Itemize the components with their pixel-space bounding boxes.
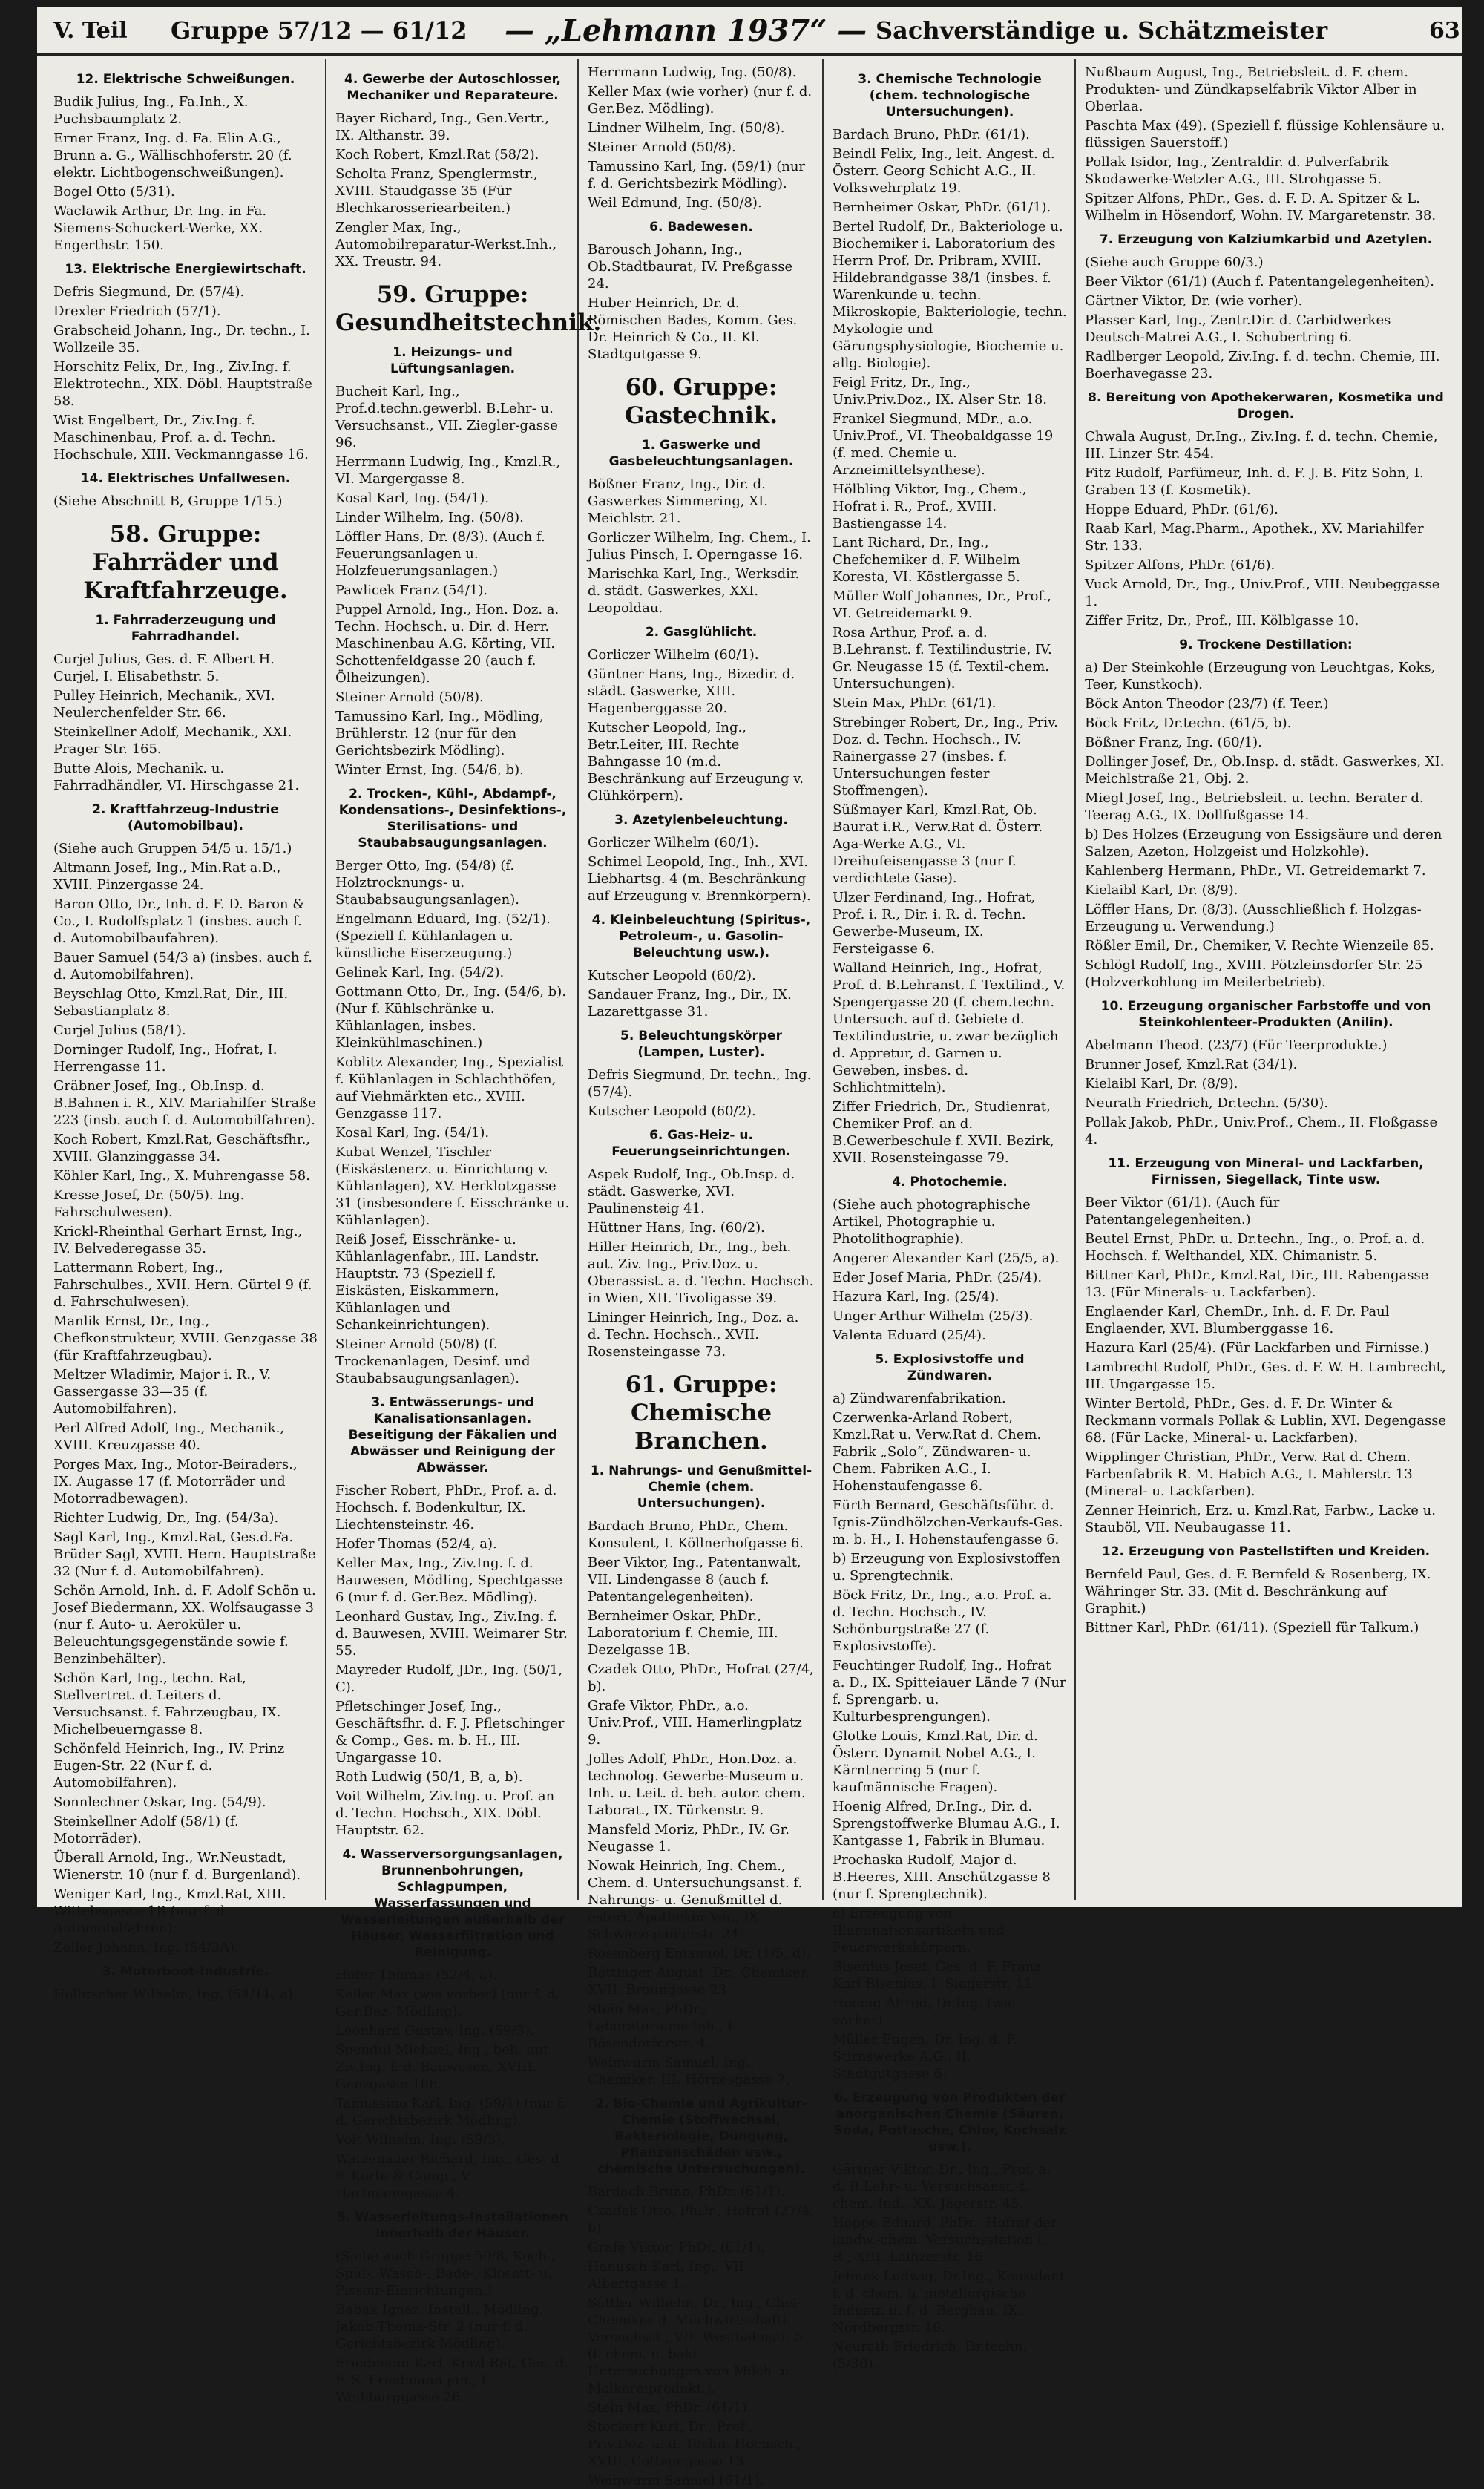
directory-entry: Neurath Friedrich, Dr.techn. (5/30).	[833, 2339, 1028, 2372]
directory-entry: Paschta Max (49). (Speziell f. flüssige Kohlensäure u. flüssigen Sauerstoff.)	[1085, 118, 1445, 151]
directory-entry: Fürth Bernard, Geschäftsführ. d. Ignis-Zündhölzchen-Verkaufs-Ges. m. b. H., I. Hohenstaufengasse 6.	[833, 1498, 1063, 1547]
directory-entry: Roth Ludwig (50/1, B, a, b).	[335, 1769, 523, 1785]
directory-entry: Zengler Max, Ing., Automobilreparatur-Werkst.Inh., XX. Treustr. 94.	[335, 220, 557, 269]
directory-entry: Aspek Rudolf, Ing., Ob.Insp. d. städt. Gaswerke, XVI. Paulinensteig 41.	[588, 1167, 795, 1216]
directory-entry: Beutel Ernst, PhDr. u. Dr.techn., Ing., o. Prof. a. d. Hochsch. f. Welthandel, XIX. Chimanistr. 5.	[1085, 1231, 1425, 1264]
directory-entry: Gärtner Viktor, Dr. (wie vorher).	[1085, 293, 1303, 309]
page-number: 63	[1429, 17, 1460, 44]
directory-entry: Feigl Fritz, Dr., Ing., Univ.Priv.Doz., IX. Alser Str. 18.	[833, 375, 1048, 407]
directory-entry: Raab Karl, Mag.Pharm., Apothek., XV. Mariahilfer Str. 133.	[1085, 521, 1424, 554]
directory-entry: Horschitz Felix, Dr., Ing., Ziv.Ing. f. Elektrotechn., XIX. Döbl. Hauptstraße 58.	[53, 359, 312, 409]
directory-entry: Watzenauer Richard, Ing., Ges. d. F. Korte & Comp., V. Hartmanngasse 4.	[335, 2151, 564, 2201]
directory-entry: Dollinger Josef, Dr., Ob.Insp. d. städt. Gaswerkes, XI. Meichlstraße 21, Obj. 2.	[1085, 754, 1445, 787]
directory-entry: Friedmann Karl, Kmzl.Rat, Ges. d. F. S. Friedmann jun., I. Weihburggasse 26.	[335, 2355, 568, 2405]
directory-entry: Bittner Karl, PhDr. (61/11). (Speziell für Talkum.)	[1085, 1620, 1419, 1636]
directory-entry: Gelinek Karl, Ing. (54/2).	[335, 965, 505, 980]
directory-entry: Koblitz Alexander, Ing., Spezialist f. Kühlanlagen in Schlachthöfen, auf Viehmärkten etc., XVIII. Genzgasse 117.	[335, 1055, 564, 1121]
directory-entry: Kahlenberg Hermann, PhDr., VI. Getreidemarkt 7.	[1085, 863, 1426, 879]
directory-entry: Weinwurm Samuel (61/1).	[588, 2473, 764, 2488]
directory-entry: Curjel Julius (58/1).	[53, 1023, 186, 1038]
directory-entry: Beindl Felix, Ing., leit. Angest. d. Österr. Georg Schicht A.G., II. Volkswehrplatz 19.	[833, 146, 1055, 196]
directory-entry: Bisenius Josef, Ges. d. F. Franz Karl Bisenius, I. Singerstr. 11.	[833, 1959, 1041, 1992]
directory-entry: Nowak Heinrich, Ing. Chem., Chem. d. Untersuchungsanst. f. Nahrungs- u. Genußmittel d. österr. Apotheker-Ver., IX. Schwarzspanierstr. 24.	[588, 1858, 803, 1942]
directory-entry: Hoenig Alfred, Dr.Ing., Dir. d. Sprengstoffwerke Blumau A.G., I. Kantgasse 1, Fabrik in Blumau.	[833, 1799, 1060, 1849]
section-heading: 6. Gas-Heiz- u. Feuerungseinrichtungen.	[611, 1128, 791, 1159]
directory-entry: Stockert Kurt, Dr., Prof., Priv.Doz. a. d. Techn. Hochsch., XVIII. Cottagegasse 13.	[588, 2419, 802, 2469]
directory-entry: Reiß Josef, Eisschränke- u. Kühlanlagenfabr., III. Landstr. Hauptstr. 73 (Speziell f. Eiskästen, Eiskammern, Kühlanlagen und Schankeinrichtungen).	[335, 1232, 539, 1333]
section-heading: 2. Trocken-, Kühl-, Abdampf-, Kondensations-, Desinfektions-, Sterilisations- und Staubabsaugungsanlagen.	[338, 787, 567, 850]
section-heading: 5. Wasserleitungs-Installationen innerhalb der Häuser.	[337, 2210, 568, 2241]
directory-entry: Bardach Bruno, PhDr., Chem. Konsulent, I. Köllnerhofgasse 6.	[588, 1518, 804, 1551]
directory-entry: Lambrecht Rudolf, PhDr., Ges. d. F. W. H. Lambrecht, III. Ungargasse 15.	[1085, 1360, 1446, 1392]
directory-entry: Chwala August, Dr.Ing., Ziv.Ing. f. d. techn. Chemie, III. Linzer Str. 454.	[1085, 429, 1438, 462]
directory-entry: Radlberger Leopold, Ziv.Ing. f. d. techn. Chemie, III. Boerhavegasse 23.	[1085, 349, 1440, 381]
directory-entry: Kutscher Leopold (60/2).	[588, 968, 756, 983]
directory-entry: Löffler Hans, Dr. (8/3). (Ausschließlich f. Holzgas-Erzeugung u. Verwendung.)	[1085, 902, 1422, 934]
directory-entry: Brunner Josef, Kmzl.Rat (34/1).	[1085, 1057, 1298, 1072]
page-header	[37, 7, 1462, 56]
column-4	[824, 59, 1076, 2372]
section-heading: 12. Erzeugung von Pastellstiften und Kreiden.	[1101, 1544, 1431, 1559]
directory-entry: Lant Richard, Dr., Ing., Chefchemiker d. F. Wilhelm Koresta, VI. Köstlergasse 5.	[833, 535, 1020, 585]
directory-entry: Czadek Otto, PhDr., Hofrat (27/4, b).	[588, 1662, 814, 1694]
directory-entry: Bößner Franz, Ing., Dir. d. Gaswerkes Simmering, XI. Meichlstr. 21.	[588, 476, 768, 526]
directory-entry: Bogel Otto (5/31).	[53, 184, 175, 200]
directory-entry: Zoller Johann, Ing. (54/3A).	[53, 1940, 239, 1955]
directory-entry: Weniger Karl, Ing., Kmzl.Rat, XIII. Wittebsgasse 1B (nur f. d. Automobilfahren).	[53, 1886, 286, 1936]
section-heading: 3. Entwässerungs- und Kanalisationsanlagen. Beseitigung der Fäkalien und Abwässer und Reinigung der Abwässer.	[348, 1395, 557, 1475]
directory-entry: a) Zündwarenfabrikation.	[833, 1391, 1006, 1406]
section-heading: 2. Kraftfahrzeug-Industrie (Automobilbau).	[92, 802, 279, 833]
directory-entry: Zenner Heinrich, Erz. u. Kmzl.Rat, Farbw., Lacke u. Stauböl, VII. Neubaugasse 11.	[1085, 1503, 1436, 1535]
directory-entry: Schön Arnold, Inh. d. F. Adolf Schön u. Josef Biedermann, XX. Wolfsaugasse 3 (nur f. Auto- u. Aeroküler u. Beleuchtungsgegenstände sowie f. Benzinbehälter).	[53, 1583, 316, 1667]
directory-entry: Pulley Heinrich, Mechanik., XVI. Neulerchenfelder Str. 66.	[53, 688, 275, 721]
directory-entry: Bernheimer Oskar, PhDr. (61/1).	[833, 200, 1051, 215]
directory-entry: Puppel Arnold, Ing., Hon. Doz. a. Techn. Hochsch. u. Dir. d. Herr. Maschinenbau A.G. Körting, VII. Schottenfeldgasse 20 (auch f. Ölheizungen).	[335, 602, 559, 686]
directory-entry: Schimel Leopold, Ing., Inh., XVI. Liebhartsg. 4 (m. Beschränkung auf Erzeugung v. Brennkörpern).	[588, 854, 811, 904]
directory-entry: Keller Max (wie vorher) (nur f. d. Ger.Bez. Mödling).	[335, 1987, 560, 2019]
directory-entry: Bernheimer Oskar, PhDr., Laboratorium f. Chemie, III. Dezelgasse 1B.	[588, 1608, 778, 1658]
directory-entry: Mansfeld Moriz, PhDr., IV. Gr. Neugasse 1.	[588, 1822, 789, 1855]
directory-entry: Grabscheid Johann, Ing., Dr. techn., I. Wollzeile 35.	[53, 323, 310, 355]
column-3	[579, 59, 824, 2488]
directory-entry: Leonhard Gustav, Ing. (59/3).	[335, 2023, 534, 2039]
section-heading: 6. Badewesen.	[649, 220, 753, 235]
directory-entry: Bauer Samuel (54/3 a) (insbes. auch f. d. Automobilfahren).	[53, 950, 312, 983]
header-group-range: Gruppe 57/12 — 61/12	[171, 16, 467, 45]
section-heading: 4. Kleinbeleuchtung (Spiritus-, Petroleum-, u. Gasolin-Beleuchtung usw.).	[591, 913, 811, 960]
section-heading: 1. Heizungs- und Lüftungsanlagen.	[390, 345, 516, 376]
directory-entry: Lattermann Robert, Ing., Fahrschulbes., XVII. Hern. Gürtel 9 (f. d. Fahrschulwesen).	[53, 1260, 312, 1310]
directory-entry: Lindner Wilhelm, Ing. (50/8).	[588, 120, 785, 136]
section-heading: 2. Bio-Chemie und Agrikultur-Chemie (Stoffwechsel, Bakteriologie, Düngung, Pflanzenschäden usw., chemische Untersuchungen).	[595, 2096, 807, 2177]
directory-entry: Eder Josef Maria, PhDr. (25/4).	[833, 1270, 1043, 1285]
directory-entry: Pfletschinger Josef, Ing., Geschäftsfhr. d. F. J. Pfletschinger & Comp., Ges. m. b. H., III. Ungargasse 10.	[335, 1699, 565, 1765]
directory-entry: Wist Engelbert, Dr., Ziv.Ing. f. Maschinenbau, Prof. a. d. Techn. Hochschule, XIII. Veckmanngasse 16.	[53, 413, 309, 462]
directory-entry: Grafe Viktor, PhDr. (61/1).	[588, 2240, 765, 2255]
section-heading: 13. Elektrische Energiewirtschaft.	[65, 262, 306, 277]
directory-entry: Kosal Karl, Ing. (54/1).	[335, 491, 490, 506]
directory-entry: Schönfeld Heinrich, Ing., IV. Prinz Eugen-Str. 22 (Nur f. d. Automobilfahren).	[53, 1741, 285, 1791]
directory-entry: Leonhard Gustav, Ing., Ziv.Ing. f. d. Bauwesen, XVIII. Weimarer Str. 55.	[335, 1609, 568, 1659]
section-heading: 1. Nahrungs- und Genußmittel-Chemie (chem. Untersuchungen).	[590, 1463, 812, 1511]
directory-entry: Sagl Karl, Ing., Kmzl.Rat, Ges.d.Fa. Brüder Sagl, XVIII. Hern. Hauptstraße 32 (Nur f. d. Automobilfahren).	[53, 1529, 316, 1579]
directory-entry: Czadek Otto, PhDr., Hofrat (27/4, b).	[588, 2203, 814, 2236]
directory-entry: Neurath Friedrich, Dr.techn. (5/30).	[1085, 1095, 1328, 1111]
section-heading: 12. Elektrische Schweißungen.	[76, 72, 295, 87]
directory-entry: Güntner Hans, Ing., Bizedir. d. städt. Gaswerke, XIII. Hagenberggasse 20.	[588, 666, 795, 716]
directory-entry: Hofer Thomas (52/4, a).	[335, 1967, 497, 1983]
directory-entry: Pollak Isidor, Ing., Zentraldir. d. Pulverfabrik Skodawerke-Wetzler A.G., III. Strohgasse 5.	[1085, 154, 1389, 187]
directory-entry: Koch Robert, Kmzl.Rat (58/2).	[335, 147, 539, 163]
directory-entry: Böck Fritz, Dr.techn. (61/5, b).	[1085, 715, 1292, 731]
directory-entry: Keller Max (wie vorher) (nur f. d. Ger.Bez. Mödling).	[588, 84, 812, 117]
directory-entry: Spendul Michael, Ing., beh. aut. Ziv.Ing. f. d. Bauwesen, XVIII. Genzgasse 166.	[335, 2042, 554, 2092]
section-heading: 3. Chemische Technologie (chem. technologische Untersuchungen).	[858, 72, 1042, 119]
directory-entry: Böck Fritz, Dr., Ing., a.o. Prof. a. d. Techn. Hochsch., IV. Schönburgstraße 27 (f. Explosivstoffe).	[833, 1587, 1052, 1654]
directory-entry: Kubat Wenzel, Tischler (Eiskästenerz. u. Einrichtung v. Kühlanlagen), XV. Herklotzgasse 31 (insbesondere f. Eisschränke u. Kühlanlagen).	[335, 1144, 570, 1228]
section-heading: 2. Gasglühlicht.	[645, 625, 758, 640]
directory-entry: Spitzer Alfons, PhDr. (61/6).	[1085, 557, 1275, 573]
directory-entry: Rosenberg Emanuel, Dr. (1/5, d).	[588, 1946, 811, 1961]
directory-entry: b) Erzeugung von Explosivstoffen u. Sprengtechnik.	[833, 1551, 1060, 1584]
directory-entry: Fitz Rudolf, Parfümeur, Inh. d. F. J. B. Fitz Sohn, I. Graben 13 (f. Kosmetik).	[1085, 465, 1424, 498]
directory-entry: Beer Viktor (61/1). (Auch für Patentangelegenheiten.)	[1085, 1195, 1280, 1227]
section-heading: 10. Erzeugung organischer Farbstoffe und von Steinkohlenteer-Produkten (Anilin).	[1100, 999, 1431, 1030]
directory-entry: Beyschlag Otto, Kmzl.Rat, Dir., III. Sebastianplatz 8.	[53, 986, 289, 1019]
directory-entry: Baron Otto, Dr., Inh. d. F. D. Baron & Co., I. Rudolfsplatz 1 (insbes. auch f. d. Automobilbaufahren).	[53, 896, 305, 946]
directory-entry: (Siehe auch photographische Artikel, Photographie u. Photolithographie).	[833, 1197, 1031, 1247]
directory-entry: Linder Wilhelm, Ing. (50/8).	[335, 510, 524, 525]
directory-entry: Bayer Richard, Ing., Gen.Vertr., IX. Althanstr. 39.	[335, 111, 550, 143]
section-heading: 5. Beleuchtungskörper (Lampen, Luster).	[620, 1029, 782, 1060]
directory-entry: Hollitscher Wilhelm, Ing. (54/11, a).	[53, 1987, 298, 2002]
directory-entry: Barousch Johann, Ing., Ob.Stadtbaurat, IV. Preßgasse 24.	[588, 242, 793, 292]
directory-entry: Sonnlechner Oskar, Ing. (54/9).	[53, 1794, 266, 1810]
directory-entry: Gorliczer Wilhelm, Ing. Chem., I. Julius Pinsch, I. Operngasse 16.	[588, 530, 811, 563]
directory-entry: Frankel Siegmund, MDr., a.o. Univ.Prof., VI. Theobaldgasse 19 (f. med. Chemie u. Arzneimittelsynthese).	[833, 411, 1054, 478]
directory-entry: Walland Heinrich, Ing., Hofrat, Prof. d. B.Lehranst. f. Textilind., V. Spengergasse 20 (f. chem.techn. Untersuch. auf d. Gebiete d. Textilindustrie, u. zwar bezüglich d. Appretur, d. Garnen u. Geweben, insbes. d. Schlichtmitteln).	[833, 960, 1066, 1095]
column-1	[45, 59, 326, 2002]
directory-entry: Hölbling Viktor, Ing., Chem., Hofrat i. R., Prof., XVIII. Bastiengasse 14.	[833, 482, 1027, 531]
directory-entry: Rößler Emil, Dr., Chemiker, V. Rechte Wienzeile 85.	[1085, 938, 1434, 954]
directory-entry: Budik Julius, Ing., Fa.Inh., X. Puchsbaumplatz 2.	[53, 94, 249, 127]
directory-entry: Hofer Thomas (52/4, a).	[335, 1536, 497, 1552]
directory-entry: Grafe Viktor, PhDr., a.o. Univ.Prof., VIII. Hamerlingplatz 9.	[588, 1698, 802, 1748]
directory-entry: Ziffer Friedrich, Dr., Studienrat, Chemiker Prof. an d. B.Gewerbeschule f. XVII. Bezirk, XVII. Rosensteingasse 79.	[833, 1099, 1054, 1166]
directory-entry: Beer Viktor (61/1) (Auch f. Patentangelegenheiten).	[1085, 274, 1434, 289]
section-heading: 6. Erzeugung von Produkten der anorganischen Chemie (Säuren, Soda, Pottasche, Chlor, Kochsalz usw.).	[833, 2090, 1066, 2154]
directory-entry: Gorliczer Wilhelm (60/1).	[588, 647, 759, 663]
directory-entry: Hoppe Eduard, PhDr. (61/6).	[1085, 502, 1278, 517]
directory-entry: Englaender Karl, ChemDr., Inh. d. F. Dr. Paul Englaender, XVI. Blumberggasse 16.	[1085, 1304, 1390, 1337]
directory-entry: (Siehe auch Gruppe 50/8, Koch-, Spül-, Wasch-, Bade-, Klosett- u. Pissoir-Einrichtungen.)	[335, 2249, 556, 2298]
directory-entry: Kutscher Leopold, Ing., Betr.Leiter, III. Rechte Bahngasse 10 (m.d. Beschränkung auf Erzeugung v. Glühkörpern).	[588, 720, 804, 804]
directory-entry: Dorninger Rudolf, Ing., Hofrat, I. Herrengasse 11.	[53, 1042, 278, 1075]
directory-entry: Feuchtinger Rudolf, Ing., Hofrat a. D., IX. Spitteiauer Lände 7 (Nur f. Sprengarb. u. Kulturbesprengungen).	[833, 1658, 1066, 1725]
directory-entry: Gräbner Josef, Ing., Ob.Insp. d. B.Bahnen i. R., XIV. Mariahilfer Straße 223 (insb. auch f. d. Automobilfahren).	[53, 1078, 316, 1128]
column-2	[326, 59, 602, 2405]
directory-entry: Altmann Josef, Ing., Min.Rat a.D., XVIII. Pinzergasse 24.	[53, 860, 281, 893]
directory-entry: Gorliczer Wilhelm (60/1).	[588, 835, 759, 850]
directory-entry: Jolles Adolf, PhDr., Hon.Doz. a. technolog. Gewerbe-Museum u. Inh. u. Leit. d. beh. autor. chem. Laborat., IX. Türkenstr. 9.	[588, 1751, 806, 1818]
directory-entry: Tamussino Karl, Ing. (59/1) (nur f. d. Gerichtsbezirk Mödling).	[588, 159, 806, 191]
header-book-title: — „Lehmann 1937“ —	[505, 13, 867, 48]
directory-entry: Waclawik Arthur, Dr. Ing. in Fa. Siemens-Schuckert-Werke, XX. Engerthstr. 150.	[53, 203, 267, 253]
directory-entry: Defris Siegmund, Dr. techn., Ing. (57/4).	[588, 1067, 812, 1100]
section-heading: 9. Trockene Destillation:	[1179, 637, 1353, 652]
directory-entry: Böck Anton Theodor (23/7) (f. Teer.)	[1085, 696, 1329, 712]
directory-entry: Sattler Wilhelm, Dr., Ing., Chef-Chemiker d. Milchwirtschaftl. Versuchsst., VII. Westbahnstr. 5 (f. chem. u. bakt. Untersuchungen von Milch- u. Molkereiprodukt.).	[588, 2295, 804, 2396]
directory-entry: Berger Otto, Ing. (54/8) (f. Holztrocknungs- u. Staubabsaugungsanlagen).	[335, 858, 520, 908]
directory-entry: Glotke Louis, Kmzl.Rat, Dir. d. Österr. Dynamit Nobel A.G., I. Kärntnerring 5 (nur f. kaufmännische Fragen).	[833, 1728, 1038, 1795]
directory-entry: (Siehe auch Gruppen 54/5 u. 15/1.)	[53, 841, 292, 856]
directory-entry: Manlik Ernst, Dr., Ing., Chefkonstrukteur, XVIII. Genzgasse 38 (für Kraftfahrzeugbau).	[53, 1314, 318, 1363]
section-heading: 8. Bereitung von Apothekerwaren, Kosmetika und Drogen.	[1088, 390, 1444, 422]
directory-entry: Steinkellner Adolf, Mechanik., XXI. Prager Str. 165.	[53, 724, 292, 757]
directory-entry: Vuck Arnold, Dr., Ing., Univ.Prof., VIII. Neubeggasse 1.	[1085, 577, 1440, 609]
directory-entry: Strebinger Robert, Dr., Ing., Priv. Doz. d. Techn. Hochsch., IV. Rainergasse 27 (insbes. f. Untersuchungen fester Stoffmengen).	[833, 715, 1058, 798]
directory-entry: Röttinger August, Dr., Chemiker, XVII. Braungasse 23.	[588, 1965, 810, 1998]
directory-entry: Wipplinger Christian, PhDr., Verw. Rat d. Chem. Farbenfabrik R. M. Habich A.G., I. Mahlerstr. 13 (Mineral- u. Lackfarben).	[1085, 1449, 1413, 1499]
section-heading: 4. Photochemie.	[892, 1175, 1008, 1190]
directory-entry: Tamussino Karl, Ing., Mödling, Brühlerstr. 12 (nur für den Gerichtsbezirk Mödling).	[335, 709, 544, 758]
directory-entry: Hoppe Eduard, PhDr., Hofrat der landw.-chem. Versuchsstation i. R., XIII. Lainzerstr. 16.	[833, 2215, 1057, 2265]
directory-entry: Hüttner Hans, Ing. (60/2).	[588, 1220, 765, 1236]
directory-entry: Kielaibl Karl, Dr. (8/9).	[1085, 882, 1238, 898]
columns-container	[45, 59, 1454, 2488]
directory-entry: Huber Heinrich, Dr. d. Römischen Bades, Komm. Ges. Dr. Heinrich & Co., II. Kl. Stadtgutgasse 9.	[588, 295, 798, 362]
directory-entry: Voit Wilhelm, Ing. (59/3).	[335, 2132, 505, 2148]
directory-entry: Hanusch Karl, Ing., VII. Albertgasse 1.	[588, 2259, 749, 2292]
directory-entry: Prochaska Rudolf, Major d. B.Heeres, XIII. Anschützgasse 8 (nur f. Sprengtechnik).	[833, 1852, 1051, 1902]
directory-entry: Curjel Julius, Ges. d. F. Albert H. Curjel, I. Elisabethstr. 5.	[53, 652, 275, 684]
section-heading: 1. Gaswerke und Gasbeleuchtungsanlagen.	[608, 438, 794, 469]
directory-entry: Köhler Karl, Ing., X. Muhrengasse 58.	[53, 1168, 310, 1184]
directory-entry: Bardach Bruno, PhDr. (61/1).	[588, 2184, 785, 2200]
directory-entry: Babak Ignaz, Install., Mödling, Jakob Thoma-Str. 2 (nur f. d. Gerichtsbezirk Mödling).	[335, 2302, 544, 2352]
directory-entry: Gottmann Otto, Dr., Ing. (54/6, b). (Nur f. Kühlschränke u. Kühlanlagen, insbes. Kleinkühlmaschinen.)	[335, 984, 566, 1051]
group-heading: 59. Gruppe: Gesundheitstechnik.	[335, 281, 602, 336]
directory-entry: Hoenig Alfred, Dr.Ing. (wie vorher).	[833, 1996, 1016, 2028]
directory-entry: Stein Max, PhDr. (61/1).	[833, 695, 997, 711]
directory-entry: Kresse Josef, Dr. (50/5). Ing. Fahrschulwesen).	[53, 1187, 245, 1220]
directory-entry: Miegl Josef, Ing., Betriebsleit. u. techn. Berater d. Teerag A.G., IX. Dollfußgasse 14.	[1085, 790, 1424, 823]
directory-entry: Scholta Franz, Spenglermstr., XVIII. Staudgasse 35 (Für Blechkarosseriearbeiten.)	[335, 166, 538, 216]
directory-entry: Hazura Karl, Ing. (25/4).	[833, 1289, 999, 1305]
directory-entry: Winter Bertold, PhDr., Ges. d. F. Dr. Winter & Reckmann vormals Pollak & Lublin, XVI. Degengasse 68. (Für Lacke, Mineral- u. Lackfarben).	[1085, 1396, 1447, 1446]
directory-entry: Kutscher Leopold (60/2).	[588, 1104, 756, 1119]
directory-entry: Jelinek Ludwig, Dr.Ing., Konsulent f. d. chem. u. metallurgische Industr. u. f. d. Bergbau, IX. Nordbergstr. 10.	[833, 2269, 1066, 2335]
directory-entry: Bertel Rudolf, Dr., Bakteriologe u. Biochemiker i. Laboratorium des Herrn Prof. Dr. Pribram, XVIII. Hildebrandgasse 38/1 (insbes. f. Warenkunde u. techn. Mikroskopie, Bakteriologie, techn. Mykologie und Gärungsphysiologie, Biochemie u. allg. Biologie).	[833, 219, 1067, 371]
section-heading: 3. Azetylenbeleuchtung.	[614, 813, 788, 827]
directory-entry: Ulzer Ferdinand, Ing., Hofrat, Prof. i. R., Dir. i. R. d. Techn. Gewerbe-Museum, IX. Fersteigasse 6.	[833, 890, 1036, 957]
directory-entry: Bittner Karl, PhDr., Kmzl.Rat, Dir., III. Rabengasse 13. (Für Minerals- u. Lackfarben).	[1085, 1268, 1429, 1300]
directory-entry: Überall Arnold, Ing., Wr.Neustadt, Wienerstr. 10 (nur f. d. Burgenland).	[53, 1850, 301, 1883]
directory-entry: Schlögl Rudolf, Ing., XVIII. Pötzleinsdorfer Str. 25 (Holzverkohlung im Meilerbetrieb).	[1085, 957, 1423, 990]
directory-entry: Steiner Arnold (50/8).	[588, 140, 736, 155]
section-heading: 4. Wasserversorgungsanlagen, Brunnenbohrungen, Schlagpumpen, Wasserfassungen und Wasserleitungen außerhalb der Häuser, Wasserfiltration und Reinigung.	[340, 1847, 565, 1960]
section-heading: 3. Motorboot-Industrie.	[102, 1964, 269, 1979]
directory-entry: Gärtner Viktor, Dr., Ing., Prof. a. d. B.Lehr- u. Versuchsanst. f. chem. Ind., XX. Jägerstr. 45.	[833, 2162, 1051, 2211]
directory-entry: Fischer Robert, PhDr., Prof. a. d. Hochsch. f. Bodenkultur, IX. Liechtensteinstr. 46.	[335, 1483, 557, 1532]
directory-entry: Butte Alois, Mechanik. u. Fahrradhändler, VI. Hirschgasse 21.	[53, 761, 300, 793]
header-part: V. Teil	[53, 17, 128, 44]
directory-entry: Unger Arthur Wilhelm (25/3).	[833, 1308, 1034, 1324]
directory-entry: Sandauer Franz, Ing., Dir., IX. Lazarettgasse 31.	[588, 987, 792, 1020]
directory-entry: Pawlicek Franz (54/1).	[335, 583, 488, 598]
directory-entry: Defris Siegmund, Dr. (57/4).	[53, 284, 245, 300]
directory-entry: Czerwenka-Arland Robert, Kmzl.Rat u. Verw.Rat d. Chem. Fabrik „Solo“, Zündwaren- u. Chem. Fabriken A.G., I. Hohenstaufengasse 6.	[833, 1410, 1042, 1494]
section-heading: 7. Erzeugung von Kalziumkarbid und Azetylen.	[1099, 232, 1433, 247]
directory-entry: Erner Franz, Ing. d. Fa. Elin A.G., Brunn a. G., Wällischhoferstr. 20 (f. elektr. Lichtbogenschweißungen).	[53, 131, 292, 180]
directory-entry: Herrmann Ludwig, Ing., Kmzl.R., VI. Margergasse 8.	[335, 454, 561, 487]
directory-entry: c) Erzeugung von Illuminationsartikeln und Feuerwerkskörpern.	[833, 1906, 1005, 1955]
directory-entry: Engelmann Eduard, Ing. (52/1). (Speziell f. Kühlanlagen u. künstliche Eiserzeugung.)	[335, 911, 551, 961]
directory-entry: Koch Robert, Kmzl.Rat, Geschäftsfhr., XVIII. Glanzinggasse 34.	[53, 1132, 311, 1164]
directory-entry: Beer Viktor, Ing., Patentanwalt, VII. Lindengasse 8 (auch f. Patentangelegenheiten).	[588, 1555, 801, 1604]
directory-entry: Hiller Heinrich, Dr., Ing., beh. aut. Ziv. Ing., Priv.Doz. u. Oberassist. a. d. Techn. Hochsch. in Wien, XII. Tivoligasse 39.	[588, 1239, 814, 1306]
directory-entry: Krickl-Rheinthal Gerhart Ernst, Ing., IV. Belvederegasse 35.	[53, 1224, 303, 1256]
column-5	[1076, 59, 1454, 1900]
directory-entry: Steinkellner Adolf (58/1) (f. Motorräder).	[53, 1814, 239, 1846]
directory-entry: Ziffer Fritz, Dr., Prof., III. Kölblgasse 10.	[1085, 613, 1359, 629]
group-heading: 60. Gruppe: Gastechnik.	[624, 374, 778, 429]
directory-entry: Weil Edmund, Ing. (50/8).	[588, 195, 762, 211]
directory-entry: Steiner Arnold (50/8).	[335, 689, 484, 705]
section-heading: 5. Explosivstoffe und Zündwaren.	[875, 1352, 1025, 1383]
directory-entry: Drexler Friedrich (57/1).	[53, 304, 221, 319]
directory-entry: Müller Wolf Johannes, Dr., Prof., VI. Getreidemarkt 9.	[833, 588, 1051, 621]
directory-entry: Perl Alfred Adolf, Ing., Mechanik., XVIII. Kreuzgasse 40.	[53, 1420, 285, 1453]
directory-entry: Rosa Arthur, Prof. a. d. B.Lehranst. f. Textilindustrie, IV. Gr. Neugasse 15 (f. Textil-chem. Untersuchungen).	[833, 625, 1052, 692]
group-heading: 58. Gruppe: Fahrräder und Kraftfahrzeuge.	[83, 521, 288, 604]
directory-entry: Plasser Karl, Ing., Zentr.Dir. d. Carbidwerkes Deutsch-Matrei A.G., I. Schubertring 6.	[1085, 312, 1391, 345]
directory-entry: Kielaibl Karl, Dr. (8/9).	[1085, 1076, 1238, 1092]
directory-entry: Bucheit Karl, Ing., Prof.d.techn.gewerbl. B.Lehr- u. Versuchsanst., VII. Ziegler-gasse 96.	[335, 384, 558, 450]
directory-entry: Mayreder Rudolf, JDr., Ing. (50/1, C).	[335, 1662, 563, 1695]
directory-entry: Keller Max, Ing., Ziv.Ing. f. d. Bauwesen, Mödling, Spechtgasse 6 (nur f. d. Ger.Bez. Mödling).	[335, 1555, 563, 1605]
directory-entry: Hazura Karl (25/4). (Für Lackfarben und Firnisse.)	[1085, 1340, 1429, 1356]
directory-entry: Marischka Karl, Ing., Werksdir. d. städt. Gaswerkes, XXI. Leopoldau.	[588, 566, 800, 616]
directory-entry: Richter Ludwig, Dr., Ing. (54/3a).	[53, 1510, 279, 1526]
directory-entry: Voit Wilhelm, Ziv.Ing. u. Prof. an d. Techn. Hochsch., XIX. Döbl. Hauptstr. 62.	[335, 1788, 555, 1838]
directory-entry: Schön Karl, Ing., techn. Rat, Stellvertret. d. Leiters d. Versuchsanst. f. Fahrzeugbau, IX. Michelbeuerngasse 8.	[53, 1670, 281, 1737]
directory-entry: Nußbaum August, Ing., Betriebsleit. d. F. chem. Produkten- und Zündkapselfabrik Viktor Alber in Oberlaa.	[1085, 65, 1417, 114]
directory-entry: Abelmann Theod. (23/7) (Für Teerprodukte.)	[1085, 1037, 1388, 1053]
header-section: Sachverständige u. Schätzmeister	[876, 16, 1328, 45]
directory-entry: (Siehe Abschnitt B, Gruppe 1/15.)	[53, 493, 283, 509]
directory-entry: Süßmayer Karl, Kmzl.Rat, Ob. Baurat i.R., Verw.Rat d. Österr. Aga-Werke A.G., VI. Dreihufeisengasse 3 (nur f. verdichtete Gase).	[833, 802, 1043, 886]
directory-entry: Porges Max, Ing., Motor-Beiraders., IX. Augasse 17 (f. Motorräder und Motorradbewagen).	[53, 1457, 298, 1506]
directory-entry: Tamussino Karl, Ing. (59/1) (nur f. d. Gerichtsbezirk Mödling).	[335, 2096, 566, 2128]
directory-entry: (Siehe auch Gruppe 60/3.)	[1085, 255, 1264, 270]
newspaper-page	[37, 7, 1462, 2488]
section-heading: 11. Erzeugung von Mineral- und Lackfarben, Firnissen, Siegellack, Tinte usw.	[1108, 1156, 1424, 1187]
directory-entry: Bardach Bruno, PhDr. (61/1).	[833, 127, 1030, 142]
directory-entry: Kosal Karl, Ing. (54/1).	[335, 1125, 490, 1141]
section-heading: 14. Elektrisches Unfallwesen.	[80, 471, 291, 486]
directory-entry: Lininger Heinrich, Ing., Doz. a. d. Techn. Hochsch., XVII. Rosensteingasse 73.	[588, 1310, 799, 1360]
directory-entry: Müller Eugen, Dr. Ing. d. F. Stirnswerke A.G., II. Stadtgutgasse 6.	[833, 2032, 1018, 2082]
group-heading: 61. Gruppe: Chemische Branchen.	[625, 1371, 778, 1455]
directory-entry: Weinwurm Samuel, Ing., Chemiker, III. Hörnesgasse 7.	[588, 2055, 790, 2088]
directory-entry: Angerer Alexander Karl (25/5, a).	[833, 1250, 1060, 1266]
directory-entry: Stein Max, PhDr. (61/1).	[588, 2400, 752, 2416]
directory-entry: b) Des Holzes (Erzeugung von Essigsäure und deren Salzen, Azeton, Holzgeist und Holzkohle).	[1085, 827, 1442, 859]
directory-entry: Spitzer Alfons, PhDr., Ges. d. F. D. A. Spitzer & L. Wilhelm in Hösendorf, Wohn. IV. Margaretenstr. 38.	[1085, 191, 1437, 223]
section-heading: 1. Fahrraderzeugung und Fahrradhandel.	[95, 613, 276, 644]
directory-entry: Bernfeld Paul, Ges. d. F. Bernfeld & Rosenberg, IX. Währinger Str. 33. (Mit d. Beschränkung auf Graphit.)	[1085, 1567, 1431, 1616]
directory-entry: Winter Ernst, Ing. (54/6, b).	[335, 762, 524, 778]
directory-entry: Valenta Eduard (25/4).	[833, 1328, 986, 1343]
section-heading: 4. Gewerbe der Autoschlosser, Mechaniker und Reparateure.	[344, 72, 561, 103]
directory-entry: Meltzer Wladimir, Major i. R., V. Gassergasse 33—35 (f. Automobilfahren).	[53, 1367, 272, 1417]
directory-entry: Steiner Arnold (50/8) (f. Trockenanlagen, Desinf. und Staubabsaugungsanlagen).	[335, 1337, 531, 1386]
directory-entry: Herrmann Ludwig, Ing. (50/8).	[588, 65, 797, 80]
directory-entry: Stein Max, PhDr., Laboratoriums-Inh., I. Bösendorferstr. 4.	[588, 2001, 738, 2051]
directory-entry: a) Der Steinkohle (Erzeugung von Leuchtgas, Koks, Teer, Kunstkoch).	[1085, 660, 1436, 692]
directory-entry: Pollak Jakob, PhDr., Univ.Prof., Chem., II. Floßgasse 4.	[1085, 1115, 1438, 1147]
directory-entry: Bößner Franz, Ing. (60/1).	[1085, 735, 1262, 750]
directory-entry: Löffler Hans, Dr. (8/3). (Auch f. Feuerungsanlagen u. Holzfeuerungsanlagen.)	[335, 529, 545, 579]
